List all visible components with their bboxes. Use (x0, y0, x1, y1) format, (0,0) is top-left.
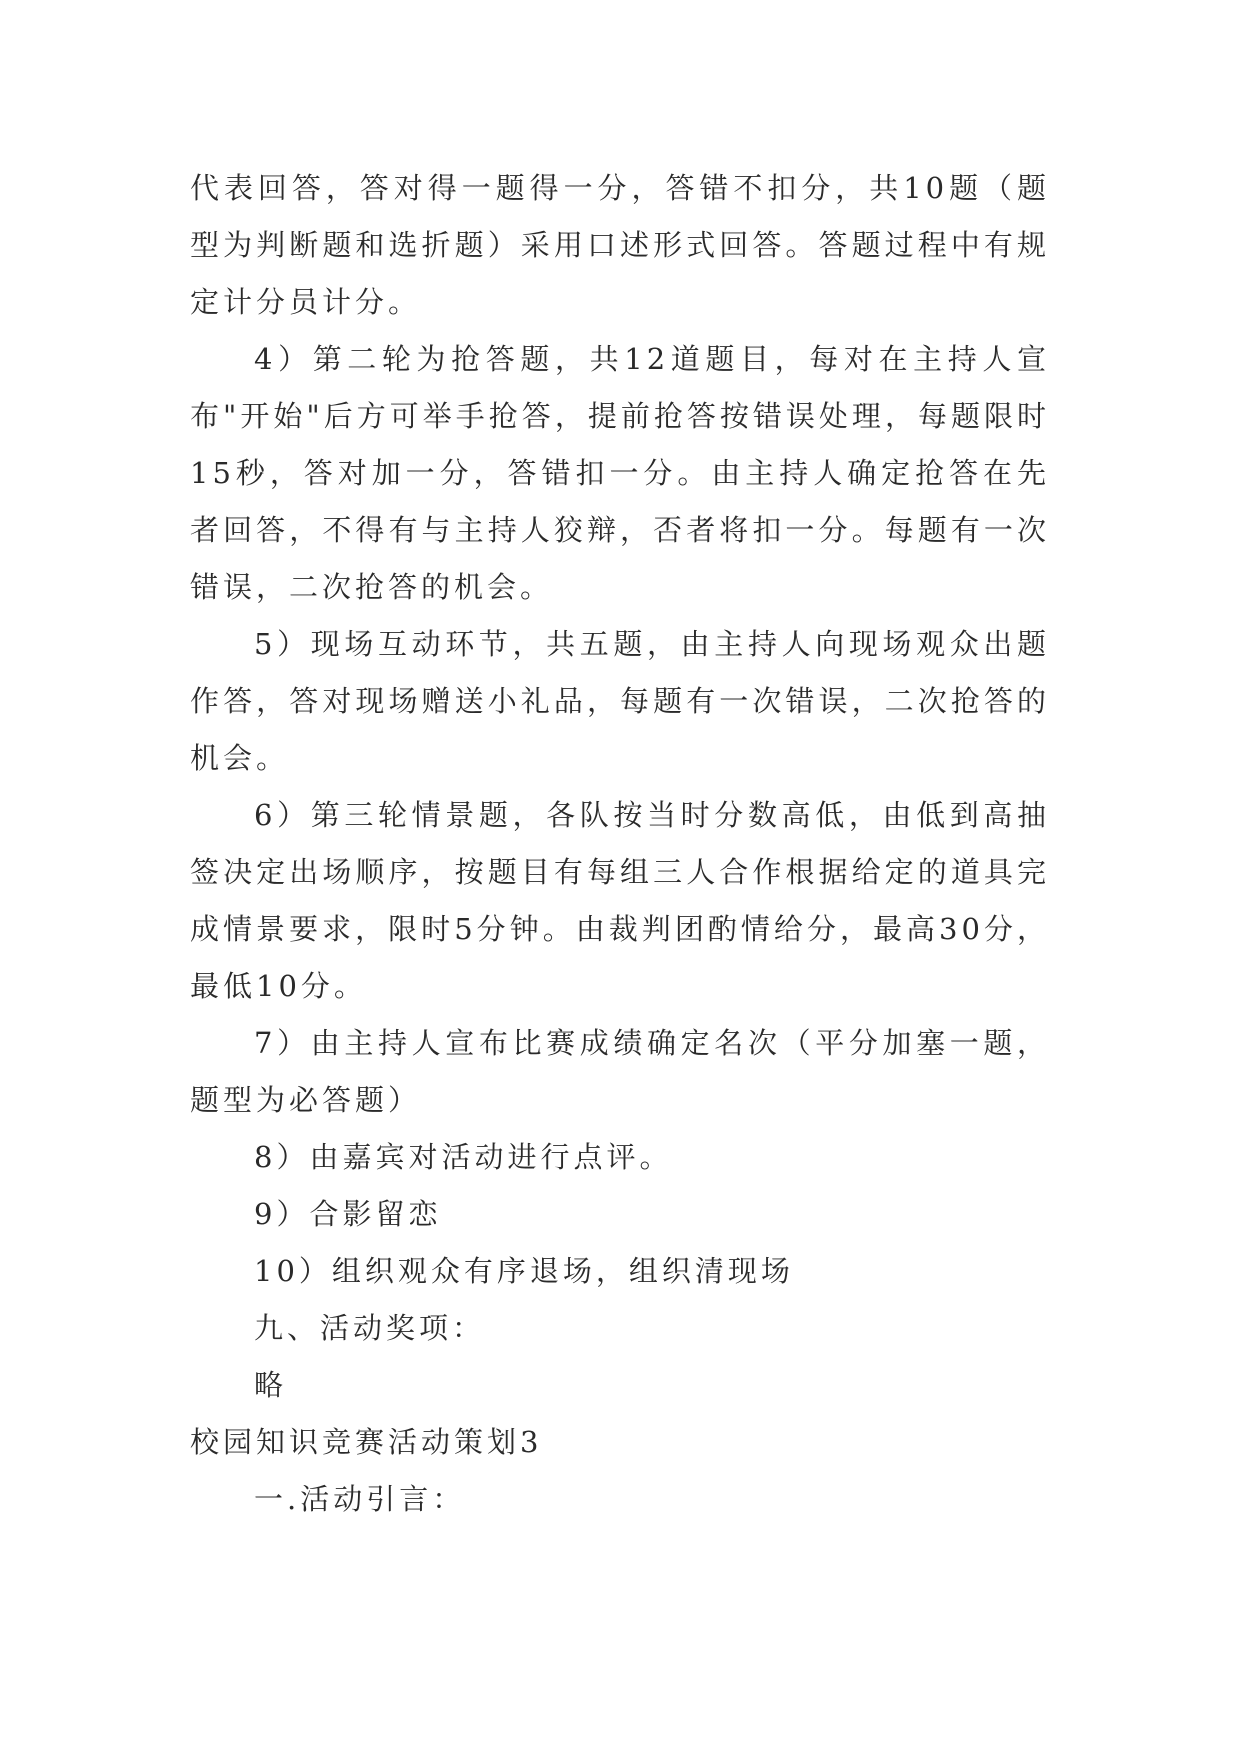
paragraph-round-three: 6）第三轮情景题，各队按当时分数高低，由低到高抽签决定出场顺序，按题目有每组三人合作根据给定的道具完成情景要求，限时5分钟。由裁判团酌情给分，最高30分，最低10分。 (190, 798, 1050, 1003)
paragraph-ranking: 7）由主持人宣布比赛成绩确定名次（平分加塞一题，题型为必答题） (190, 1026, 1050, 1117)
heading-introduction: 一.活动引言： (254, 1482, 466, 1516)
paragraph-round-two: 4）第二轮为抢答题，共12道题目，每对在主持人宣布"开始"后方可举手抢答，提前抢答按错误处理，每题限时15秒，答对加一分，答错扣一分。由主持人确定抢答在先者回答，不得有与主持人狡辩，否者将扣一分。每题有一次错误，二次抢答的机会。 (190, 342, 1050, 604)
paragraph-audience-interaction: 5）现场互动环节，共五题，由主持人向现场观众出题作答，答对现场赠送小礼品，每题有一次错误，二次抢答的机会。 (190, 627, 1050, 775)
paragraph-omitted: 略 (254, 1368, 288, 1402)
paragraph-exit: 10）组织观众有序退场，组织清现场 (254, 1254, 794, 1288)
paragraph-guest-review: 8）由嘉宾对活动进行点评。 (254, 1140, 673, 1174)
paragraph-scoring-rules: 代表回答，答对得一题得一分，答错不扣分，共10题（题型为判断题和选折题）采用口述形式回答。答题过程中有规定计分员计分。 (190, 171, 1050, 319)
heading-awards: 九、活动奖项： (254, 1311, 486, 1345)
paragraph-group-photo: 9）合影留恋 (254, 1197, 442, 1231)
document-body (190, 160, 1050, 1528)
section-title: 校园知识竞赛活动策划3 (190, 1425, 543, 1459)
